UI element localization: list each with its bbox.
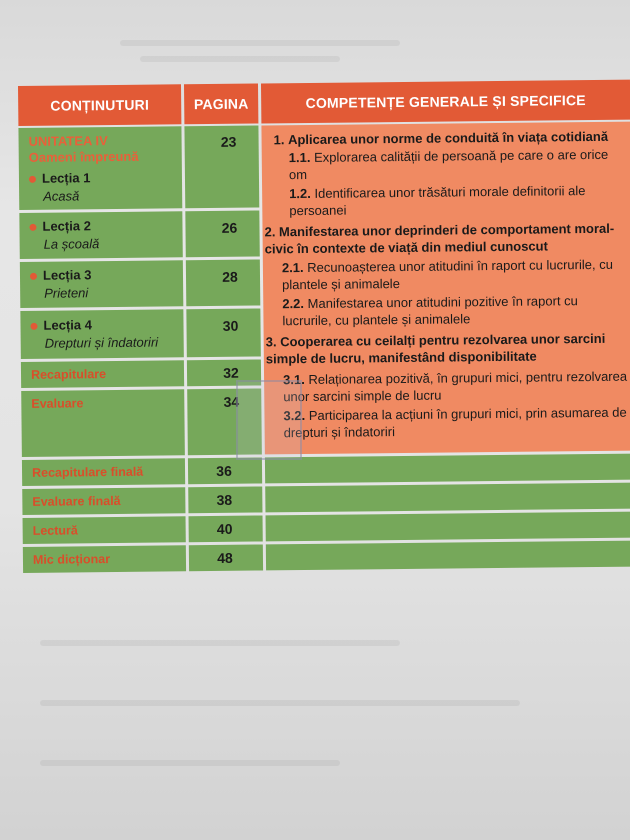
competence-text: Aplicarea unor norme de conduită în viața cotidiană (287, 128, 609, 148)
specific-text: Relaționarea pozitivă, în grupuri mici, pentru rezolvarea unor sarcini simple de lucru (283, 368, 628, 405)
specific-number: 1.2. (289, 185, 311, 202)
bleed-through-text (40, 700, 520, 706)
competence-3 (266, 330, 628, 368)
competence-number: 3. (265, 334, 277, 350)
unit-title: UNITATEA IV (28, 133, 108, 149)
competence-2 (264, 220, 626, 258)
bullet-icon (30, 273, 37, 280)
lesson-1 (29, 169, 91, 206)
lesson-title: Lecția 4 (43, 317, 93, 333)
recapitulare-label: Recapitulare (30, 367, 107, 382)
lesson-3 (30, 266, 92, 303)
evaluare-label: Evaluare (31, 396, 84, 411)
specific-number: 2.2. (282, 296, 305, 312)
specific-number: 2.1. (281, 260, 304, 276)
lesson-subtitle: Prieteni (44, 285, 89, 301)
final-row-label: Lectură (32, 523, 78, 538)
specific-text: Manifestarea unor atitudini pozitive în raport cu lucrurile, cu plantele și animalele (282, 293, 578, 329)
unit-subtitle: Oameni împreună (28, 148, 139, 165)
lesson-subtitle: Drepturi și îndatoriri (44, 334, 159, 351)
final-row-label: Recapitulare finală (31, 464, 144, 480)
page-number: 23 (220, 133, 237, 150)
bleed-through-text (40, 760, 340, 766)
final-row-3-comp (266, 512, 630, 542)
specific-competence (283, 404, 628, 442)
lesson-title: Lecția 2 (42, 218, 91, 234)
header-pagina: PAGINA (184, 83, 258, 124)
lesson-title: Lecția 3 (42, 267, 92, 283)
specific-competence (282, 292, 627, 330)
page-number: 32 (223, 364, 239, 381)
page-number: 30 (222, 317, 239, 334)
header-continuturi: CONȚINUTURI (18, 84, 181, 126)
competence-number: 1. (273, 132, 285, 148)
page-number: 28 (222, 268, 238, 285)
bullet-icon (29, 176, 36, 183)
final-row-label: Mic dicționar (32, 552, 111, 567)
lesson-2 (29, 217, 99, 254)
bleed-through-text (140, 56, 340, 62)
final-row-2-comp (265, 483, 630, 513)
specific-competence (289, 182, 627, 220)
specific-text: Participarea la acțiuni în grupuri mici, prin asumarea de drepturi și îndatoriri (283, 404, 627, 441)
bleed-through-text (120, 40, 400, 46)
bullet-icon (30, 323, 37, 330)
specific-number: 3.1. (283, 372, 305, 388)
lesson-subtitle: Acasă (43, 188, 80, 204)
final-row-1-comp (265, 454, 630, 484)
specific-number: 1.1. (288, 149, 311, 166)
page-number: 34 (223, 393, 240, 410)
competence-text: Cooperarea cu ceilalți pentru rezolvarea unor sarcini simple de lucru, manifestând disponibilitate (265, 330, 606, 367)
watermark-stamp (236, 380, 302, 460)
bleed-through-text (40, 640, 400, 646)
competence-number: 2. (264, 224, 276, 240)
page-number: 48 (217, 549, 233, 566)
specific-text: Explorarea calității de persoană pe care o are orice om (288, 146, 609, 183)
competence-text: Manifestarea unor deprinderi de comportament moral-civic în contexte de viață din mediul cunoscut (264, 220, 615, 257)
header-competente: COMPETENȚE GENERALE ȘI SPECIFICE (261, 80, 630, 124)
page-number: 26 (221, 219, 238, 236)
final-row-4-comp (266, 541, 630, 571)
specific-number: 3.2. (283, 408, 306, 424)
specific-competence (283, 368, 628, 406)
page-number: 38 (216, 491, 233, 508)
specific-competence (289, 146, 627, 184)
page-number: 40 (216, 520, 233, 537)
specific-text: Recunoașterea unor atitudini în raport cu lucrurile, cu plantele și animalele (282, 256, 613, 293)
contents-table (18, 80, 630, 570)
bullet-icon (29, 224, 36, 231)
specific-text: Identificarea unor trăsături morale definitorii ale persoanei (289, 183, 586, 219)
lesson-subtitle: La școală (43, 236, 100, 252)
page-number: 36 (216, 462, 232, 479)
lesson-title: Lecția 1 (41, 170, 91, 186)
lesson-4 (30, 316, 158, 353)
specific-competence (282, 256, 627, 294)
final-row-label: Evaluare finală (32, 493, 121, 509)
